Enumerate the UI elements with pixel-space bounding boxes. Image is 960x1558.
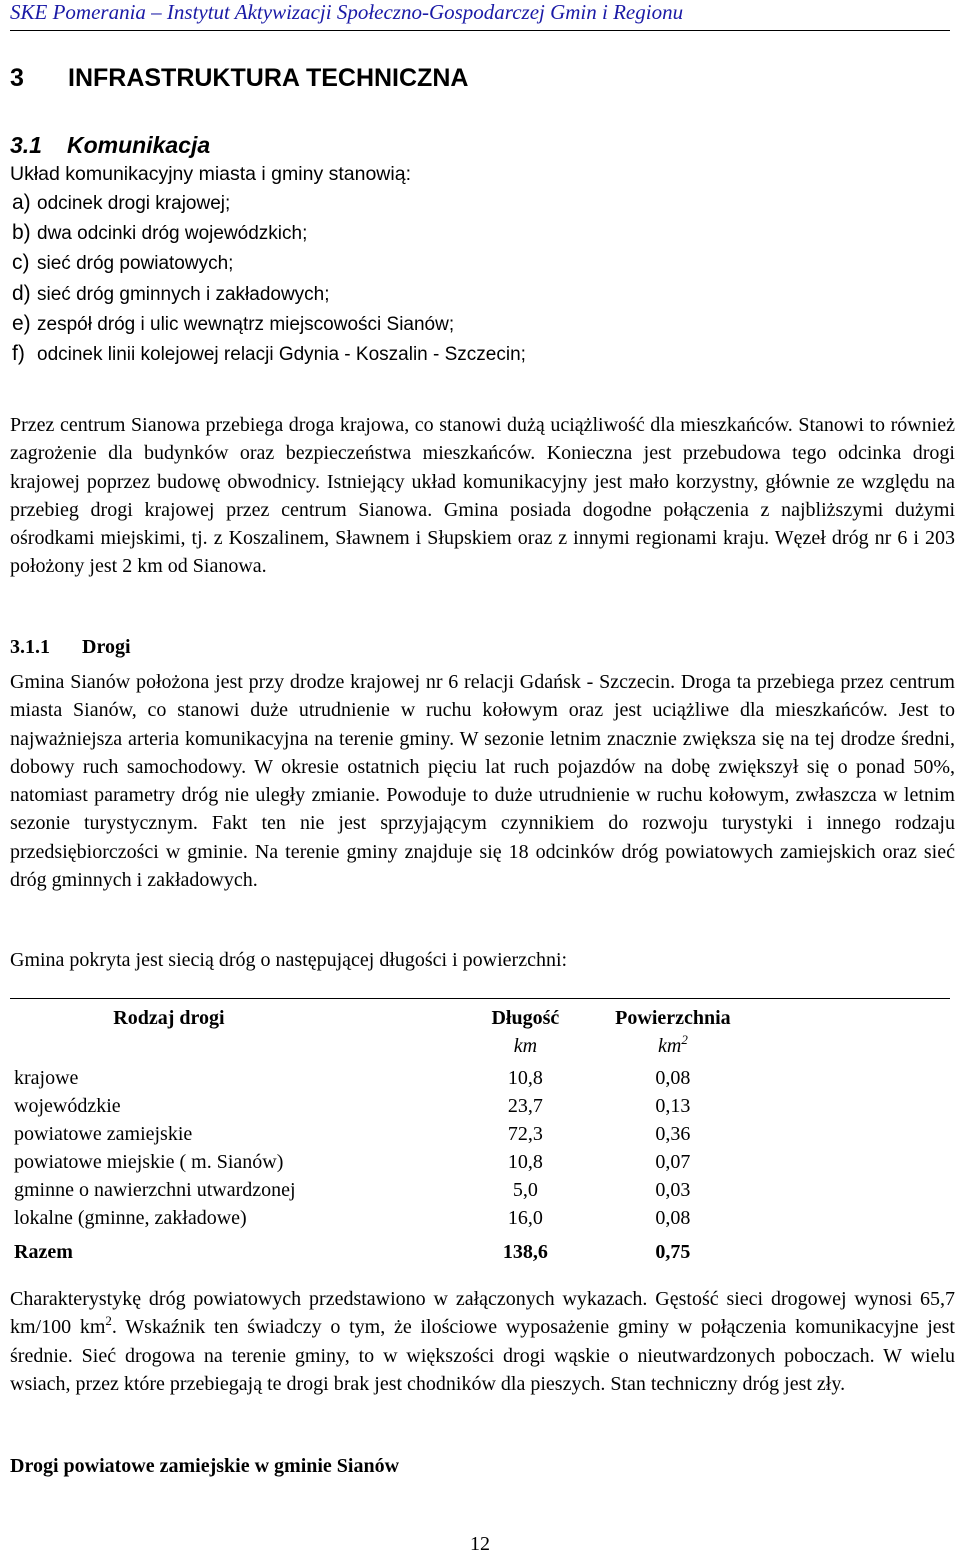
road-type: powiatowe zamiejskie: [14, 1123, 193, 1145]
column-header-length: Długość: [491, 1007, 560, 1029]
road-length: 10,8: [507, 1151, 543, 1173]
table-row: [14, 1204, 754, 1232]
list-marker: d): [12, 281, 31, 305]
road-area: 0,08: [655, 1207, 691, 1229]
page-number: 12: [470, 1533, 490, 1555]
table-row: [14, 1120, 754, 1148]
list-item: [12, 218, 526, 248]
unit-area-exponent: 2: [681, 1032, 688, 1047]
list-marker: c): [12, 251, 30, 275]
table-row: [14, 1148, 754, 1176]
list-item: [12, 339, 526, 369]
subheading-county-roads: Drogi powiatowe zamiejskie w gminie Sianów: [10, 1455, 400, 1477]
list-item: [12, 279, 526, 309]
road-length: 10,8: [507, 1067, 543, 1089]
table-header-row: [14, 1004, 754, 1032]
header-divider: [10, 30, 950, 31]
intro-text: Układ komunikacyjny miasta i gminy stanowią:: [10, 163, 411, 185]
list-marker: f): [12, 342, 25, 366]
subsection-number: 3.1.1: [10, 636, 50, 658]
density-text-start: Charakterystykę dróg powiatowych przedstawiono w załączonych wykazach. Gęstość sieci drogowej wynosi 65,7 km/100 km: [10, 1288, 955, 1339]
table-unit-row: [14, 1032, 754, 1064]
table-top-rule: [10, 998, 950, 999]
column-header-area: Powierzchnia: [615, 1007, 731, 1029]
road-length: 23,7: [507, 1095, 543, 1117]
paragraph-density: [10, 1285, 955, 1398]
subsection-heading: [10, 633, 131, 661]
subsection-title: Drogi: [82, 636, 131, 658]
section-title: Komunikacja: [67, 132, 211, 158]
paragraph-table-intro: Gmina pokryta jest siecią dróg o następującej długości i powierzchni:: [10, 949, 568, 971]
road-area: 0,03: [655, 1179, 691, 1201]
table-total-row: [14, 1232, 754, 1266]
section-number: 3.1: [10, 132, 42, 158]
density-exponent: 2: [105, 1313, 112, 1329]
list-item-text: sieć dróg powiatowych;: [37, 253, 234, 275]
list-item-text: odcinek drogi krajowej;: [37, 193, 231, 214]
table-row: [14, 1176, 754, 1204]
total-area: 0,75: [655, 1241, 691, 1263]
list-marker: b): [12, 221, 31, 245]
list-item-text: sieć dróg gminnych i zakładowych;: [37, 283, 330, 305]
column-header-type: Rodzaj drogi: [113, 1007, 225, 1029]
total-length: 138,6: [502, 1241, 548, 1263]
table-row: [14, 1092, 754, 1120]
road-type: lokalne (gminne, zakładowe): [14, 1207, 247, 1229]
density-text-end: . Wskaźnik ten świadczy o tym, że ilościowe wyposażenie gminy w połączenia komunikacyjne jest średnie. Sieć drogowa na terenie gminy, to w większości drogi wąskie o nieutwardzonych poboczach. W wielu wsiach, przez które przebiegają te drogi brak jest chodników dla pieszych. Stan techniczny dróg jest zły.: [10, 1316, 955, 1395]
chapter-heading: [10, 60, 468, 96]
list-item-text: zespół dróg i ulic wewnątrz miejscowości Sianów;: [37, 313, 455, 335]
unit-cell-empty: [14, 1032, 459, 1064]
road-area: 0,13: [655, 1095, 691, 1117]
road-area: 0,07: [655, 1151, 691, 1173]
road-type: powiatowe miejskie ( m. Sianów): [14, 1151, 284, 1173]
chapter-number: 3: [10, 64, 24, 92]
section-heading: [10, 128, 210, 162]
road-type: gminne o nawierzchni utwardzonej: [14, 1179, 296, 1201]
total-label: Razem: [14, 1241, 73, 1263]
list-item-text: odcinek linii kolejowej relacji Gdynia - Koszalin - Szczecin;: [37, 344, 526, 366]
list-item: [12, 188, 526, 218]
road-type: wojewódzkie: [14, 1095, 121, 1117]
table-row: [14, 1064, 754, 1092]
list-marker: a): [12, 191, 31, 214]
road-length: 16,0: [507, 1207, 543, 1229]
road-type: krajowe: [14, 1067, 79, 1089]
unit-area: [592, 1032, 754, 1064]
paragraph-center-traffic: Przez centrum Sianowa przebiega droga krajowa, co stanowi dużą uciążliwość dla mieszkańców. Stanowi to również zagrożenie dla budynków oraz bezpieczeństwa mieszkańców. Konieczna jest przebudowa tego odcinka drogi krajowej poprzez budowę obwodnicy. Istniejący układ komunikacyjny jest mało korzystny, głównie ze względu na przebieg drogi krajowej przez centrum Sianowa. Gmina posiada dogodne połączenia z najbliższymi dużymi ośrodkami miejskimi, tj. z Koszalinem, Sławnem i Słupskiem oraz z innymi regionami kraju. Węzeł dróg nr 6 i 203 położony jest 2 km od Sianowa.: [10, 414, 955, 578]
list-item-text: dwa odcinki dróg wojewódzkich;: [37, 223, 308, 245]
road-area: 0,36: [655, 1123, 691, 1145]
paragraph-roads: Gmina Sianów położona jest przy drodze krajowej nr 6 relacji Gdańsk - Szczecin. Droga ta przebiega przez centrum miasta Sianów, co stanowi duże utrudnienie w ruchu kołowym oraz jest uciążliwe dla mieszkańców. Jest to najważniejsza arteria komunikacyjna na terenie gminy. W sezonie letnim znacznie zwiększa się na tej drodze średni, dobowy ruch samochodowy. W okresie ostatnich pięciu lat ruch pojazdów na dobę zwiększył się o ponad 50%, natomiast parametry dróg nie uległy zmianie. Powoduje to duże utrudnienie w ruchu kołowym, zwłaszcza w letnim sezonie turystycznym. Fakt ten nie jest sprzyjającym czynnikiem do rozwoju turystyki i innego rodzaju przedsiębiorczości w gminie. Na terenie gminy znajduje się 18 odcinków dróg powiatowych zamiejskich oraz sieć dróg gminnych i zakładowych.: [10, 671, 955, 892]
list-item: [12, 309, 526, 339]
chapter-title: INFRASTRUKTURA TECHNICZNA: [68, 64, 469, 92]
running-header: SKE Pomerania – Instytut Aktywizacji Społeczno-Gospodarczej Gmin i Regionu: [10, 0, 684, 24]
road-area: 0,08: [655, 1067, 691, 1089]
transport-list: [12, 188, 526, 369]
unit-area-base: km: [658, 1035, 682, 1057]
unit-length: km: [513, 1035, 538, 1057]
road-length: 72,3: [507, 1123, 543, 1145]
list-marker: e): [12, 311, 31, 335]
road-length: 5,0: [512, 1179, 538, 1201]
road-network-table: [14, 1004, 754, 1266]
list-item: [12, 248, 526, 278]
